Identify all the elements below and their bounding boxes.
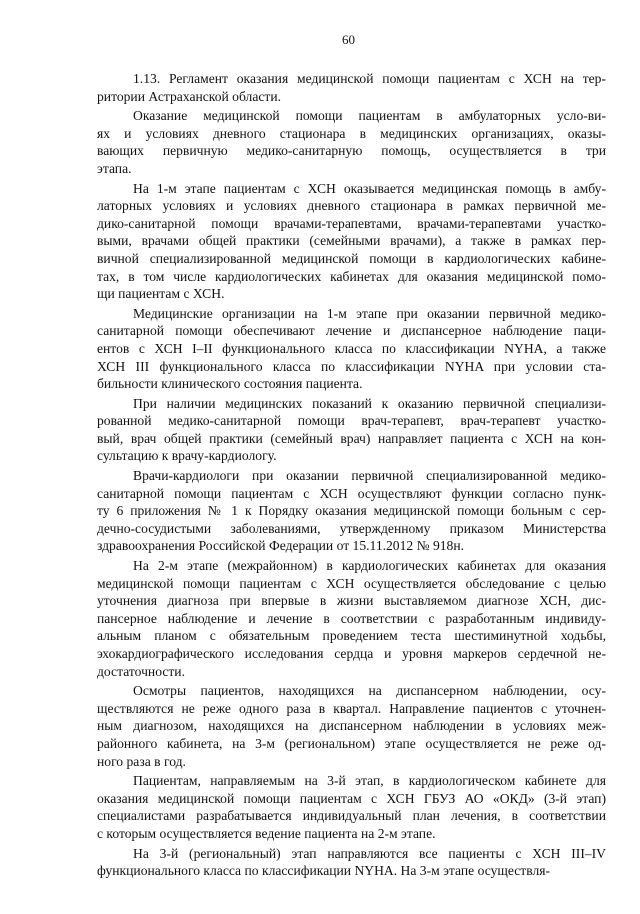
text-line: 1.13. Регламент оказания медицинской помощи пациентам с ХСН на тер- bbox=[133, 71, 606, 86]
text-line: щи пациентам с ХСН. bbox=[97, 286, 225, 302]
text-line: рованной медико-санитарной помощи врач-терапевт, врач-терапевт участко- bbox=[97, 413, 606, 429]
text-line: здравоохранения Российской Федерации от 15.11.2012 № 918н. bbox=[97, 538, 465, 554]
text-line: этапа. bbox=[97, 160, 132, 176]
text-line: вый, врач общей практики (семейный врач) направляет пациента с ХСН на кон- bbox=[97, 430, 606, 446]
text-line: санитарной помощи обеспечивают лечение и диспансерное наблюдение паци- bbox=[97, 323, 606, 339]
text-line: дико-санитарной помощи врачами-терапевтами, врачами-терапевтами участко- bbox=[97, 215, 606, 231]
text-line: функционального класса по классификации NYHA. На 3-м этапе осуществля- bbox=[97, 863, 551, 879]
text-line: альным планом с обязательным проведением теста шестиминутной ходьбы, bbox=[97, 628, 606, 644]
text-line: достаточности. bbox=[97, 663, 185, 679]
text-line: ту 6 приложения № 1 к Порядку оказания медицинской помощи больным с сер- bbox=[97, 503, 606, 519]
paragraph bbox=[97, 305, 606, 393]
text-line: районного кабинета, на 3-м (региональном) этапе осуществляется не реже од- bbox=[97, 735, 606, 751]
text-line: ритории Астраханской области. bbox=[97, 88, 282, 104]
text-line: Врачи-кардиологи при оказании первичной специализированной медико- bbox=[133, 468, 606, 484]
text-line: латорных условиях и условиях дневного стационара в рамках первичной ме- bbox=[97, 198, 606, 214]
text-line: ществляются не реже одного раза в квартал. Направление пациентов с уточнен- bbox=[97, 700, 606, 716]
paragraph bbox=[97, 70, 606, 105]
text-line: вичной специализированной медицинской помощи в кардиологических кабине- bbox=[97, 250, 606, 266]
text-line: выми, врачами общей практики (семейными врачами), а также в рамках пер- bbox=[97, 233, 606, 249]
text-line: ным диагнозом, находящихся на диспансерном наблюдении в условиях меж- bbox=[97, 718, 606, 734]
text-line: с которым осуществляется ведение пациента на 2-м этапе. bbox=[97, 825, 436, 841]
text-line: оказания медицинской помощи пациентам с ХСН ГБУЗ АО «ОКД» (3-й этап) bbox=[97, 790, 606, 806]
paragraph bbox=[97, 107, 606, 177]
text-line: эхокардиографического исследования сердца и уровня маркеров сердечной не- bbox=[97, 646, 606, 661]
text-line: ного раза в год. bbox=[97, 753, 186, 769]
text-line: При наличии медицинских показаний к оказанию первичной специализи- bbox=[133, 395, 606, 411]
text-line: медицинской помощи пациентам с ХСН осуществляется обследование с целью bbox=[97, 575, 606, 591]
text-line: Медицинские организации на 1-м этапе при оказании первичной медико- bbox=[133, 305, 606, 321]
document-body bbox=[97, 70, 606, 880]
text-line: На 3-й (региональный) этап направляются все пациенты с ХСН III–IV bbox=[133, 845, 606, 861]
text-line: пансерное наблюдение и лечение в соответствии с разработанным индивиду- bbox=[97, 610, 606, 626]
paragraph bbox=[97, 772, 606, 842]
text-line: Осмотры пациентов, находящихся на диспансерном наблюдении, осу- bbox=[133, 683, 606, 699]
text-line: специалистами разрабатывается индивидуальный план лечения, в соответствии bbox=[97, 808, 606, 824]
text-line: дечно-сосудистыми заболеваниями, утвержденному приказом Министерства bbox=[97, 520, 606, 536]
paragraph bbox=[97, 557, 606, 680]
text-line: Пациентам, направляемым на 3-й этап, в кардиологическом кабинете для bbox=[133, 773, 606, 789]
text-line: вающих первичную медико-санитарную помощь, осуществляется в три bbox=[97, 143, 606, 159]
text-line: ях и условиях дневного стационара в медицинских организациях, оказы- bbox=[97, 125, 606, 141]
paragraph bbox=[97, 682, 606, 770]
page-number: 60 bbox=[342, 32, 355, 47]
paragraph bbox=[97, 395, 606, 465]
text-line: Оказание медицинской помощи пациентам в амбулаторных усло-ви- bbox=[133, 108, 606, 124]
text-line: сультацию к врачу-кардиологу. bbox=[97, 448, 277, 464]
text-line: ентов с ХСН I–II функционального класса по классификации NYHA, а также bbox=[97, 340, 606, 356]
paragraph bbox=[97, 845, 606, 880]
text-line: бильности клинического состояния пациента. bbox=[97, 376, 363, 392]
text-line: уточнения диагноза при впервые в жизни выставляемом диагнозе ХСН, дис- bbox=[97, 593, 606, 609]
text-line: ХСН III функционального класса по классификации NYHA при условии ста- bbox=[97, 358, 606, 374]
paragraph bbox=[97, 467, 606, 555]
text-line: тах, в том числе кардиологических кабинетах для оказания медицинской помо- bbox=[97, 268, 606, 284]
paragraph bbox=[97, 180, 606, 303]
text-line: санитарной помощи пациентам с ХСН осуществляют функции согласно пунк- bbox=[97, 485, 606, 501]
text-line: На 1-м этапе пациентам с ХСН оказывается медицинская помощь в амбу- bbox=[133, 180, 606, 196]
text-line: На 2-м этапе (межрайонном) в кардиологических кабинетах для оказания bbox=[133, 558, 606, 574]
